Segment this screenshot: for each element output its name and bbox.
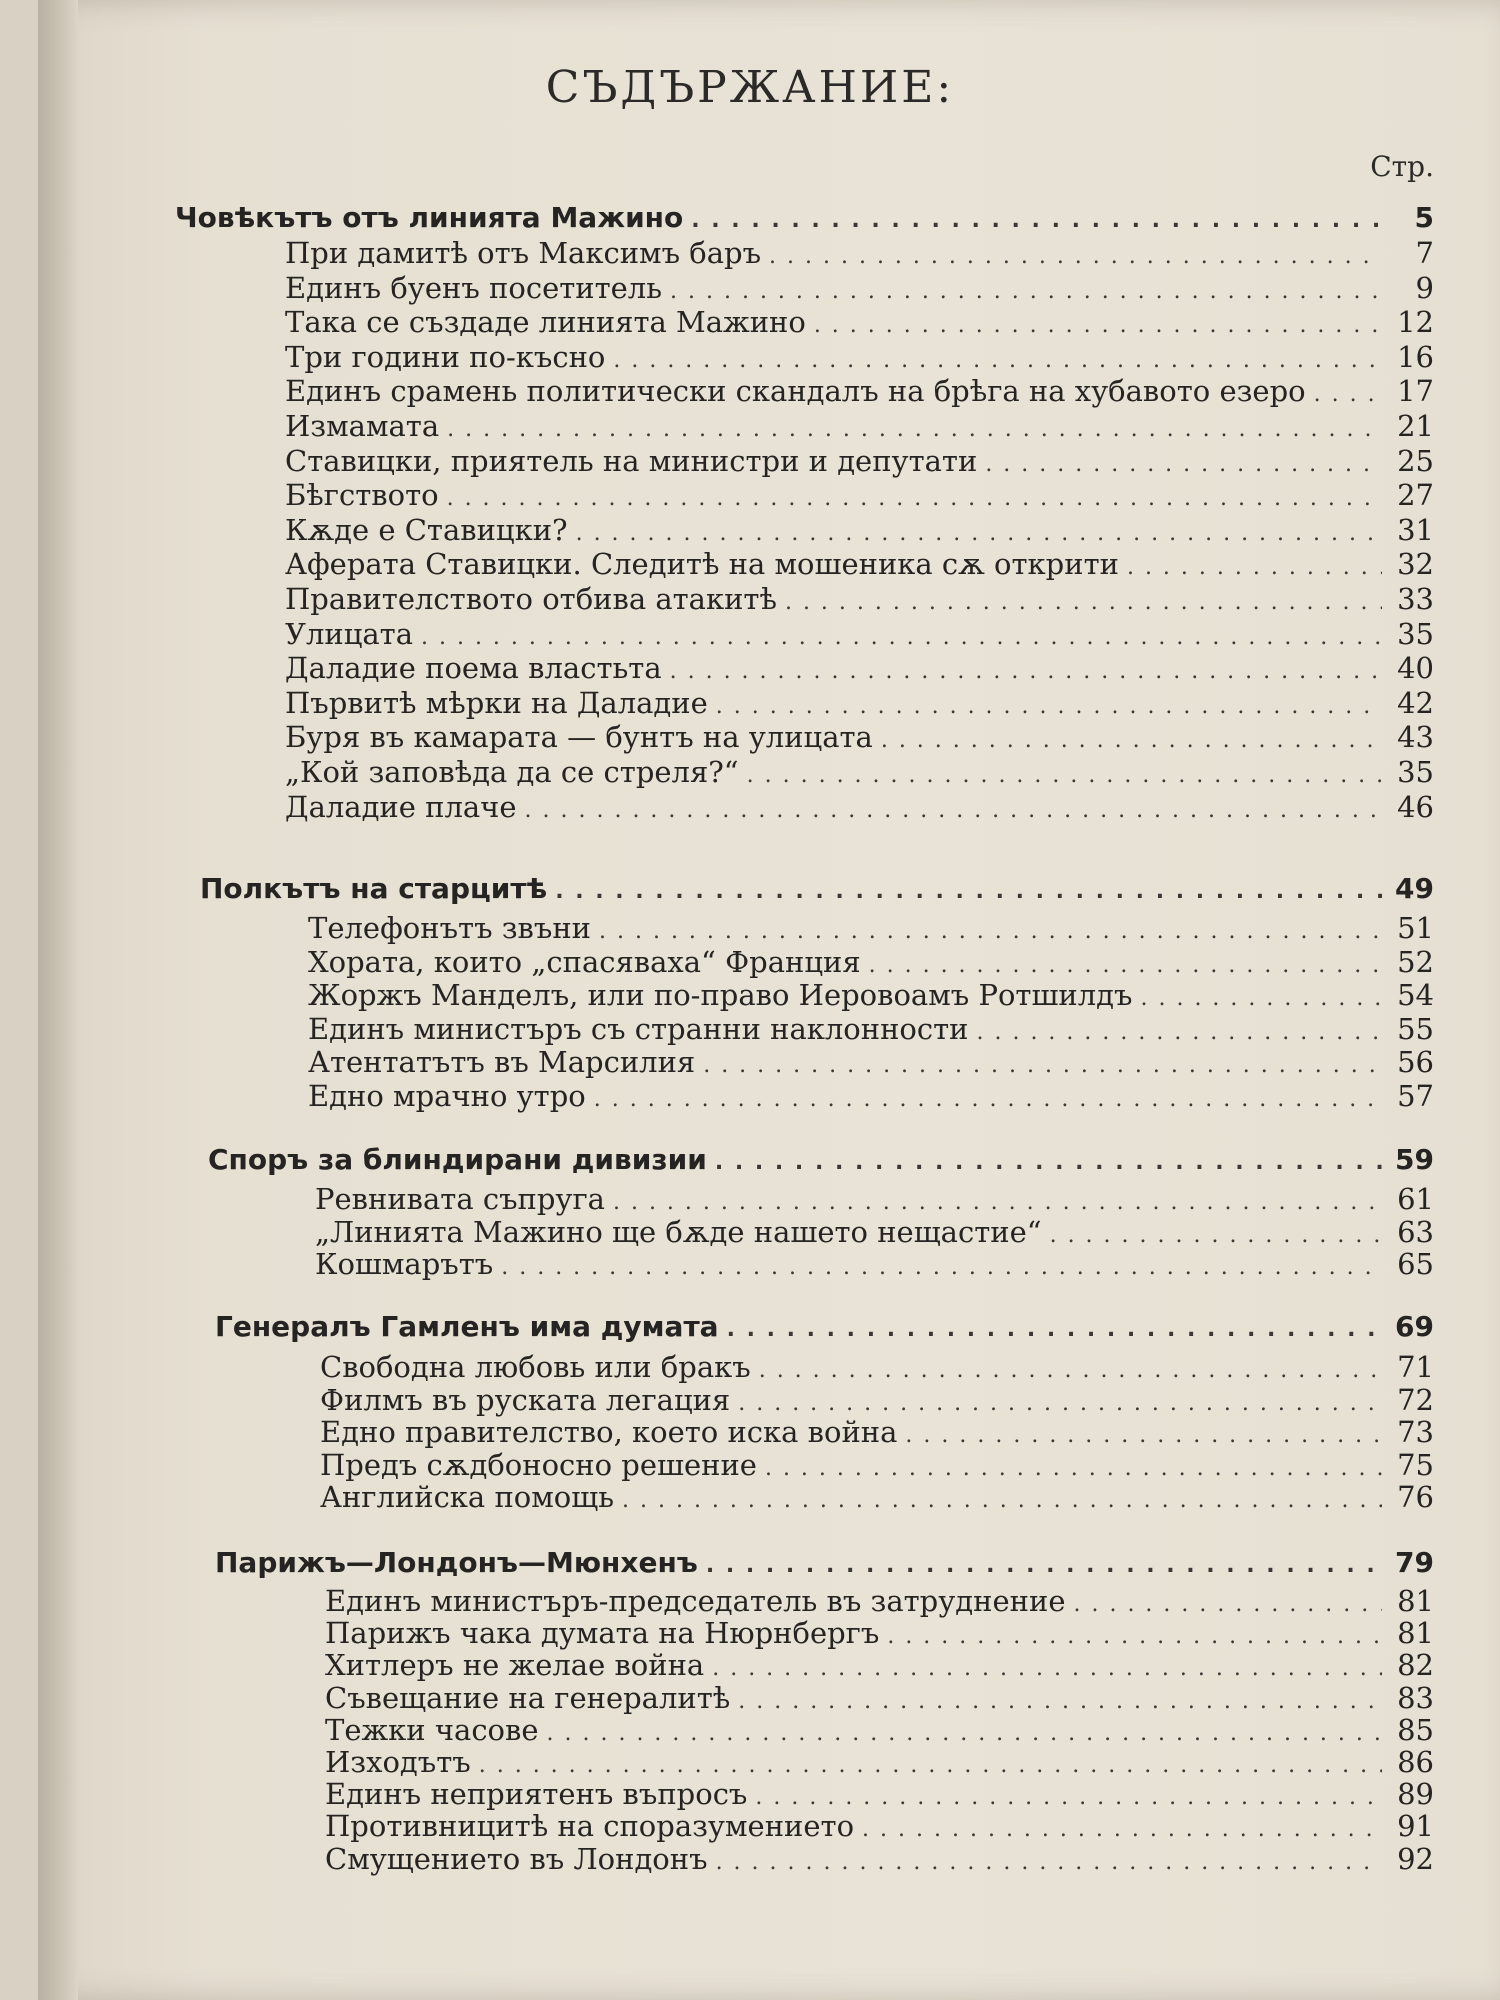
toc-entry <box>308 978 1434 1012</box>
page-number: 91 <box>1397 1809 1434 1844</box>
toc-entry <box>285 444 1434 478</box>
entry-title: Противницитѣ на споразумението <box>325 1809 855 1844</box>
dot-leader <box>887 1624 1382 1649</box>
dot-leader <box>862 1817 1382 1842</box>
page-number: 27 <box>1397 478 1434 513</box>
entry-title: Буря въ камарата — бунтъ на улицата <box>285 720 873 755</box>
entry-title: Едно мрачно утро <box>308 1078 586 1113</box>
toc-entry <box>285 720 1434 754</box>
page-number: 83 <box>1397 1680 1434 1715</box>
entry-title: Така се създаде линията Мажино <box>285 305 806 340</box>
toc-entry <box>285 686 1434 720</box>
entry-title: При дамитѣ отъ Максимъ баръ <box>285 236 762 270</box>
page-number: 51 <box>1397 911 1434 945</box>
dot-leader <box>613 1190 1382 1215</box>
entry-title: „Кой заповѣда да се стреля?“ <box>285 755 739 789</box>
entry-title: Ставицки, приятель на министри и депутати <box>285 443 978 478</box>
toc-entry <box>325 1584 1434 1618</box>
page-number: 46 <box>1397 789 1434 824</box>
dot-leader <box>905 1423 1382 1448</box>
toc-entry <box>285 790 1434 824</box>
dot-leader <box>501 1255 1382 1280</box>
toc-entry <box>325 1745 1434 1779</box>
page-number: 21 <box>1397 409 1434 443</box>
entry-title: Даладие плаче <box>285 789 517 824</box>
dot-leader <box>1127 555 1382 580</box>
dot-leader <box>727 1317 1382 1342</box>
page-number: 92 <box>1397 1841 1434 1876</box>
chapter-heading <box>215 1310 1434 1343</box>
toc-entry <box>285 340 1434 374</box>
dot-leader <box>703 1053 1382 1078</box>
page-number: 43 <box>1397 720 1434 755</box>
dot-leader <box>769 244 1382 269</box>
page-number: 63 <box>1397 1214 1434 1249</box>
entry-title: Кѫде е Ставицки? <box>285 512 568 547</box>
toc-entry <box>308 1079 1434 1113</box>
page-number: 17 <box>1397 374 1434 409</box>
entry-title: Първитѣ мѣрки на Даладие <box>285 685 708 720</box>
dot-leader <box>525 798 1382 823</box>
toc-entry <box>285 755 1434 789</box>
page-number: 82 <box>1397 1648 1434 1683</box>
toc-entry <box>320 1383 1434 1417</box>
entry-title: Споръ за блиндирани дивизии <box>208 1143 707 1176</box>
entry-title: Единъ министъръ съ странни наклонности <box>308 1011 969 1046</box>
entry-title: Филмъ въ руската легация <box>320 1382 731 1417</box>
entry-title: Тежки часове <box>325 1712 539 1747</box>
entry-title: Едно правителство, което иска война <box>320 1415 898 1449</box>
toc-entry <box>308 911 1434 945</box>
page-gutter-shadow <box>38 0 78 2000</box>
dot-leader <box>1140 986 1382 1011</box>
dot-leader <box>1073 1592 1382 1617</box>
entry-title: Английска помощь <box>320 1480 614 1514</box>
page-number: 16 <box>1397 339 1434 374</box>
toc-entry <box>285 305 1434 339</box>
page-number: 7 <box>1415 236 1434 270</box>
dot-leader <box>869 953 1382 978</box>
dot-leader <box>765 1456 1382 1481</box>
page-number: 81 <box>1397 1616 1434 1651</box>
toc-entry <box>325 1648 1434 1682</box>
entry-title: Измамата <box>285 409 440 443</box>
dot-leader <box>447 486 1382 511</box>
page-number: 35 <box>1397 755 1434 789</box>
entry-title: „Линията Мажино ще бѫде нашето нещастие“ <box>315 1214 1042 1249</box>
dot-leader <box>985 452 1382 477</box>
entry-title: Кошмарътъ <box>315 1247 494 1281</box>
page-number: 40 <box>1397 651 1434 686</box>
dot-leader <box>1050 1223 1382 1248</box>
chapter-heading <box>200 872 1434 905</box>
page-number: 73 <box>1397 1415 1434 1449</box>
entry-title: Човѣкътъ отъ линията Мажино <box>175 201 684 234</box>
toc-entry <box>315 1247 1434 1281</box>
dot-leader <box>716 694 1382 719</box>
toc-entry <box>285 236 1434 270</box>
toc-entry <box>315 1182 1434 1216</box>
page-title: СЪДЪРЖАНИЕ: <box>545 62 955 113</box>
toc-entry <box>285 478 1434 512</box>
page-number: 5 <box>1414 201 1434 234</box>
page-number: 57 <box>1397 1078 1434 1113</box>
toc-entry <box>285 374 1434 408</box>
page-number: 42 <box>1397 685 1434 720</box>
toc-entry <box>285 617 1434 651</box>
entry-title: Три години по-късно <box>285 339 606 374</box>
page-number: 35 <box>1397 616 1434 651</box>
page-number: 32 <box>1397 547 1434 582</box>
page-number: 12 <box>1397 305 1434 340</box>
entry-title: Единъ буенъ посетитель <box>285 270 663 305</box>
toc-entry <box>325 1777 1434 1811</box>
entry-title: Единъ министъръ-председатель въ затруднение <box>325 1584 1066 1618</box>
page-number: 33 <box>1397 582 1434 616</box>
entry-title: Предъ сѫдбоносно решение <box>320 1447 757 1482</box>
toc-entry <box>285 271 1434 305</box>
dot-leader <box>976 1020 1382 1045</box>
page-number: 79 <box>1395 1546 1434 1579</box>
dot-leader <box>706 1553 1382 1578</box>
page-number: 31 <box>1397 512 1434 547</box>
page-number: 81 <box>1397 1584 1434 1618</box>
page-column-label: Стр. <box>1370 150 1434 183</box>
dot-leader <box>622 1488 1382 1513</box>
toc-entry <box>285 547 1434 581</box>
toc-entry <box>320 1480 1434 1514</box>
dot-leader <box>738 1689 1382 1714</box>
dot-leader <box>747 763 1382 788</box>
page-number: 71 <box>1397 1350 1434 1384</box>
toc-entry <box>325 1681 1434 1715</box>
page-number: 75 <box>1397 1447 1434 1482</box>
page-number: 9 <box>1415 270 1434 305</box>
dot-leader <box>716 1850 1382 1875</box>
page-number: 59 <box>1395 1143 1434 1176</box>
page-number: 89 <box>1397 1777 1434 1812</box>
dot-leader <box>547 1721 1382 1746</box>
page-number: 86 <box>1397 1745 1434 1779</box>
chapter-heading <box>215 1546 1434 1579</box>
entry-title: Атентатътъ въ Марсилия <box>308 1045 696 1079</box>
page-number: 61 <box>1397 1182 1434 1216</box>
entry-title: Хитлеръ не желае война <box>325 1648 705 1683</box>
entry-title: Парижъ—Лондонъ—Мюнхенъ <box>215 1546 698 1579</box>
toc-entry <box>320 1415 1434 1449</box>
toc-entry <box>285 651 1434 685</box>
page-number: 54 <box>1397 978 1434 1012</box>
dot-leader <box>814 313 1382 338</box>
dot-leader <box>785 590 1382 615</box>
dot-leader <box>738 1391 1382 1416</box>
entry-title: Бѣгството <box>285 478 439 513</box>
entry-title: Жоржъ Манделъ, или по-право Иеровоамъ Ротшилдъ <box>308 978 1133 1012</box>
page-number: 55 <box>1397 1011 1434 1046</box>
page-number: 85 <box>1397 1712 1434 1747</box>
entry-title: Даладие поема властьта <box>285 651 662 686</box>
entry-title: Правителството отбива атакитѣ <box>285 582 777 616</box>
toc-entry <box>285 409 1434 443</box>
toc-entry <box>320 1448 1434 1482</box>
entry-title: Свободна любовь или бракъ <box>320 1350 751 1384</box>
dot-leader <box>447 417 1382 442</box>
toc-entry <box>308 945 1434 979</box>
chapter-heading <box>175 201 1434 234</box>
toc-entry <box>285 582 1434 616</box>
page-number: 52 <box>1397 944 1434 979</box>
toc-entry <box>325 1842 1434 1876</box>
entry-title: Ревнивата съпруга <box>315 1182 605 1216</box>
dot-leader <box>479 1753 1382 1778</box>
dot-leader <box>613 348 1382 373</box>
toc-entry <box>285 513 1434 547</box>
dot-leader <box>755 1785 1382 1810</box>
entry-title: Парижъ чака думата на Нюрнбергъ <box>325 1616 880 1651</box>
entry-title: Улицата <box>285 616 413 651</box>
entry-title: Аферата Ставицки. Следитѣ на мошеника сѫ открити <box>285 547 1119 582</box>
entry-title: Хората, които „спасяваха“ Франция <box>308 944 861 979</box>
dot-leader <box>881 728 1382 753</box>
dot-leader <box>670 279 1382 304</box>
entry-title: Изходътъ <box>325 1745 471 1779</box>
entry-title: Генералъ Гамленъ има думата <box>215 1310 719 1343</box>
dot-leader <box>1314 382 1382 407</box>
page-number: 69 <box>1395 1310 1434 1343</box>
entry-title: Смущението въ Лондонъ <box>325 1841 708 1876</box>
entry-title: Единъ срамень политически скандалъ на брѣга на хубавото езеро <box>285 374 1306 409</box>
dot-leader <box>421 625 1382 650</box>
toc-entry <box>325 1616 1434 1650</box>
dot-leader <box>715 1150 1382 1175</box>
page-number: 76 <box>1397 1480 1434 1514</box>
page-number: 72 <box>1397 1382 1434 1417</box>
page-number: 25 <box>1397 443 1434 478</box>
dot-leader <box>759 1358 1382 1383</box>
page-number: 56 <box>1397 1045 1434 1079</box>
toc-entry <box>308 1012 1434 1046</box>
toc-entry <box>325 1809 1434 1843</box>
dot-leader <box>599 919 1382 944</box>
entry-title: Единъ неприятенъ въпросъ <box>325 1777 748 1812</box>
toc-entry <box>320 1350 1434 1384</box>
toc-entry <box>308 1045 1434 1079</box>
dot-leader <box>594 1087 1382 1112</box>
toc-entry <box>325 1713 1434 1747</box>
dot-leader <box>555 879 1382 904</box>
chapter-heading <box>208 1143 1434 1176</box>
toc-entry <box>315 1215 1434 1249</box>
entry-title: Полкътъ на старцитѣ <box>200 872 548 905</box>
dot-leader <box>576 521 1382 546</box>
page-number: 49 <box>1395 872 1434 905</box>
dot-leader <box>712 1656 1382 1681</box>
entry-title: Съвещание на генералитѣ <box>325 1680 731 1715</box>
dot-leader <box>670 659 1382 684</box>
dot-leader <box>691 208 1382 233</box>
page-number: 65 <box>1397 1247 1434 1281</box>
entry-title: Телефонътъ звъни <box>308 911 591 945</box>
